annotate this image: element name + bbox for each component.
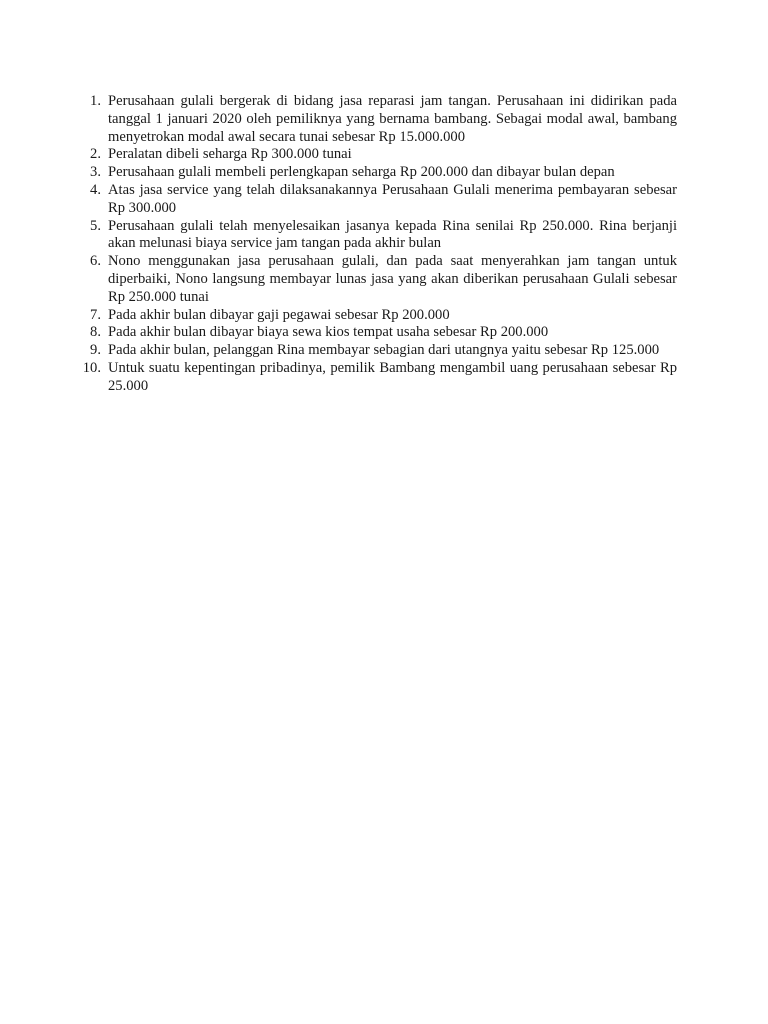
item-number: 9. — [90, 342, 101, 359]
item-number: 10. — [82, 359, 101, 376]
item-text: Peralatan dibeli seharga Rp 300.000 tunai — [108, 146, 352, 163]
item-number: 2. — [90, 146, 101, 163]
item-number: 6. — [90, 253, 101, 270]
list-item — [78, 324, 677, 342]
item-text: Pada akhir bulan dibayar gaji pegawai sebesar Rp 200.000 — [108, 306, 450, 323]
item-number: 4. — [90, 181, 101, 198]
list-item — [78, 164, 677, 182]
list-item — [78, 218, 677, 254]
item-text: Nono menggunakan jasa perusahaan gulali, dan pada saat menyerahkan jam tangan untuk diperbaiki, Nono langsung membayar lunas jasa yang akan diberikan perusahaan Gulali sebesar Rp 250.000 tunai — [108, 253, 677, 305]
list-item — [78, 93, 677, 146]
item-text: Pada akhir bulan dibayar biaya sewa kios tempat usaha sebesar Rp 200.000 — [108, 324, 549, 341]
list-item — [78, 146, 677, 164]
item-number: 5. — [90, 217, 101, 234]
item-number: 8. — [90, 324, 101, 341]
item-number: 1. — [90, 93, 101, 109]
item-text: Perusahaan gulali membeli perlengkapan seharga Rp 200.000 dan dibayar bulan depan — [108, 164, 615, 181]
list-item — [78, 360, 677, 396]
item-text: Untuk suatu kepentingan pribadinya, pemilik Bambang mengambil uang perusahaan sebesar Rp 25.000 — [108, 359, 677, 394]
item-text: Atas jasa service yang telah dilaksanakannya Perusahaan Gulali menerima pembayaran sebesar Rp 300.000 — [108, 181, 677, 216]
item-text: Perusahaan gulali telah menyelesaikan jasanya kepada Rina senilai Rp 250.000. Rina berjanji akan melunasi biaya service jam tangan pada akhir bulan — [108, 217, 677, 252]
list-item — [78, 342, 677, 360]
item-text: Perusahaan gulali bergerak di bidang jasa reparasi jam tangan. Perusahaan ini didirikan pada tanggal 1 januari 2020 oleh pemiliknya yang bernama bambang. Sebagai modal awal, bambang menyetrokan modal awal secara tunai sebesar Rp 15.000.000 — [108, 93, 677, 145]
list-item — [78, 182, 677, 218]
transaction-list — [78, 93, 677, 396]
list-item — [78, 307, 677, 325]
item-text: Pada akhir bulan, pelanggan Rina membayar sebagian dari utangnya yaitu sebesar Rp 125.000 — [108, 342, 660, 359]
item-number: 3. — [90, 164, 101, 181]
list-item — [78, 253, 677, 306]
item-number: 7. — [90, 306, 101, 323]
